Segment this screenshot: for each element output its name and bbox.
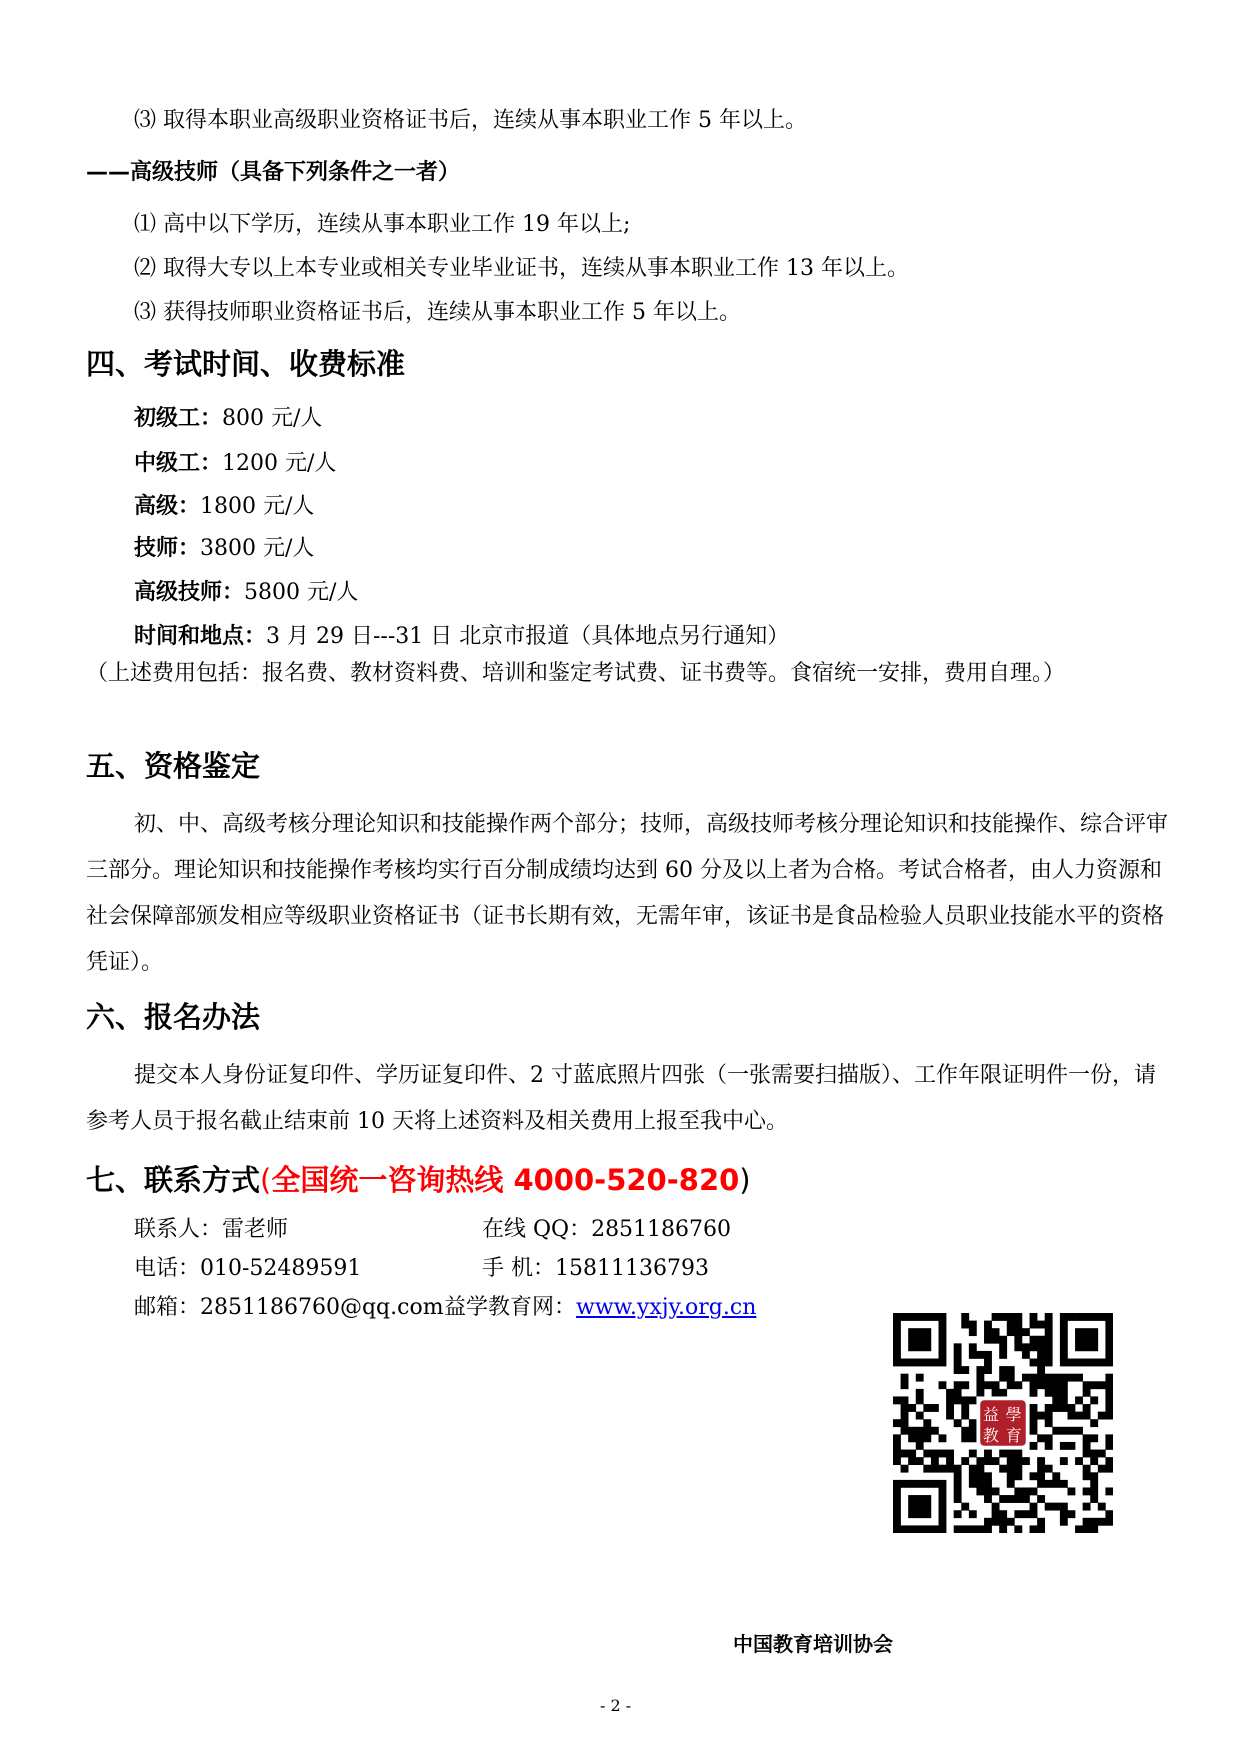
website-label: 益学教育网：	[444, 1295, 577, 1320]
svg-text:育: 育	[1005, 1426, 1022, 1446]
fee-row	[134, 578, 358, 608]
senior-technician-heading: ——高级技师（具备下列条件之一者）	[86, 160, 461, 185]
fee-value: 800 元/人	[222, 406, 323, 431]
time-location-row	[134, 622, 789, 652]
time-label: 时间和地点：	[134, 624, 267, 649]
website-link[interactable]: www.yxjy.org.cn	[576, 1295, 757, 1320]
qr-code-image	[893, 1313, 1113, 1533]
section-heading: 四、考试时间、收费标准	[86, 347, 406, 381]
condition-item: ⑴ 高中以下学历，连续从事本职业工作 19 年以上;	[134, 212, 631, 237]
section-body: 提交本人身份证复印件、学历证复印件、2 寸蓝底照片四张（一张需要扫描版）、工作年限证明件一份，请参考人员于报名截止结束前 10 天将上述资料及相关费用上报至我中心。	[86, 1063, 1156, 1134]
hotline: 全国统一咨询热线 4000-520-820	[271, 1163, 740, 1197]
contact-person: 联系人：雷老师	[134, 1217, 289, 1242]
fee-label: 高级：	[134, 494, 201, 519]
fee-value: 5800 元/人	[244, 580, 359, 605]
phone: 电话：010-52489591	[134, 1256, 362, 1281]
fee-row	[134, 492, 314, 522]
footer-organization: 中国教育培训协会	[733, 1632, 893, 1656]
svg-text:教: 教	[982, 1426, 999, 1446]
website-row	[444, 1293, 756, 1323]
section-heading: 五、资格鉴定	[86, 749, 261, 783]
section-title: 七、联系方式	[86, 1163, 261, 1197]
fee-label: 技师：	[134, 536, 201, 561]
time-value: 3 月 29 日---31 日 北京市报道（具体地点另行通知）	[266, 624, 790, 649]
section-heading	[86, 1158, 751, 1199]
hotline-close: )	[739, 1163, 751, 1197]
fee-label: 初级工：	[134, 406, 223, 431]
fee-note: （上述费用包括：报名费、教材资料费、培训和鉴定考试费、证书费等。食宿统一安排，费用自理。）	[86, 661, 1066, 686]
online-qq: 在线 QQ：2851186760	[482, 1217, 732, 1242]
fee-label: 中级工：	[134, 451, 223, 476]
qr-code	[893, 1313, 1113, 1533]
hotline-open: (	[260, 1163, 272, 1197]
section-body: 初、中、高级考核分理论知识和技能操作两个部分；技师，高级技师考核分理论知识和技能操作、综合评审三部分。理论知识和技能操作考核均实行百分制成绩均达到 60 分及以上者为合格。考试合格者，由人力资源和社会保障部颁发相应等级职业资格证书（证书长期有效，无需年审，该证书是食品检验人员职业技能水平的资格凭证）。	[86, 812, 1169, 975]
qr-logo	[976, 1396, 1029, 1449]
svg-text:學: 學	[1005, 1404, 1022, 1424]
condition-item: ⑶ 取得本职业高级职业资格证书后，连续从事本职业工作 5 年以上。	[134, 108, 807, 133]
fee-row	[134, 449, 336, 479]
fee-value: 3800 元/人	[200, 536, 315, 561]
condition-item: ⑶ 获得技师职业资格证书后，连续从事本职业工作 5 年以上。	[134, 300, 741, 325]
fee-value: 1800 元/人	[200, 494, 315, 519]
email: 邮箱：2851186760@qq.com	[134, 1295, 444, 1320]
fee-row	[134, 404, 322, 434]
mobile: 手 机：15811136793	[482, 1256, 709, 1281]
svg-text:益: 益	[982, 1404, 999, 1424]
condition-item: ⑵ 取得大专以上本专业或相关专业毕业证书，连续从事本职业工作 13 年以上。	[134, 256, 909, 281]
page-number: - 2 -	[600, 1696, 632, 1715]
fee-value: 1200 元/人	[222, 451, 337, 476]
fee-label: 高级技师：	[134, 580, 245, 605]
fee-row	[134, 534, 314, 564]
section-heading: 六、报名办法	[86, 1000, 261, 1034]
